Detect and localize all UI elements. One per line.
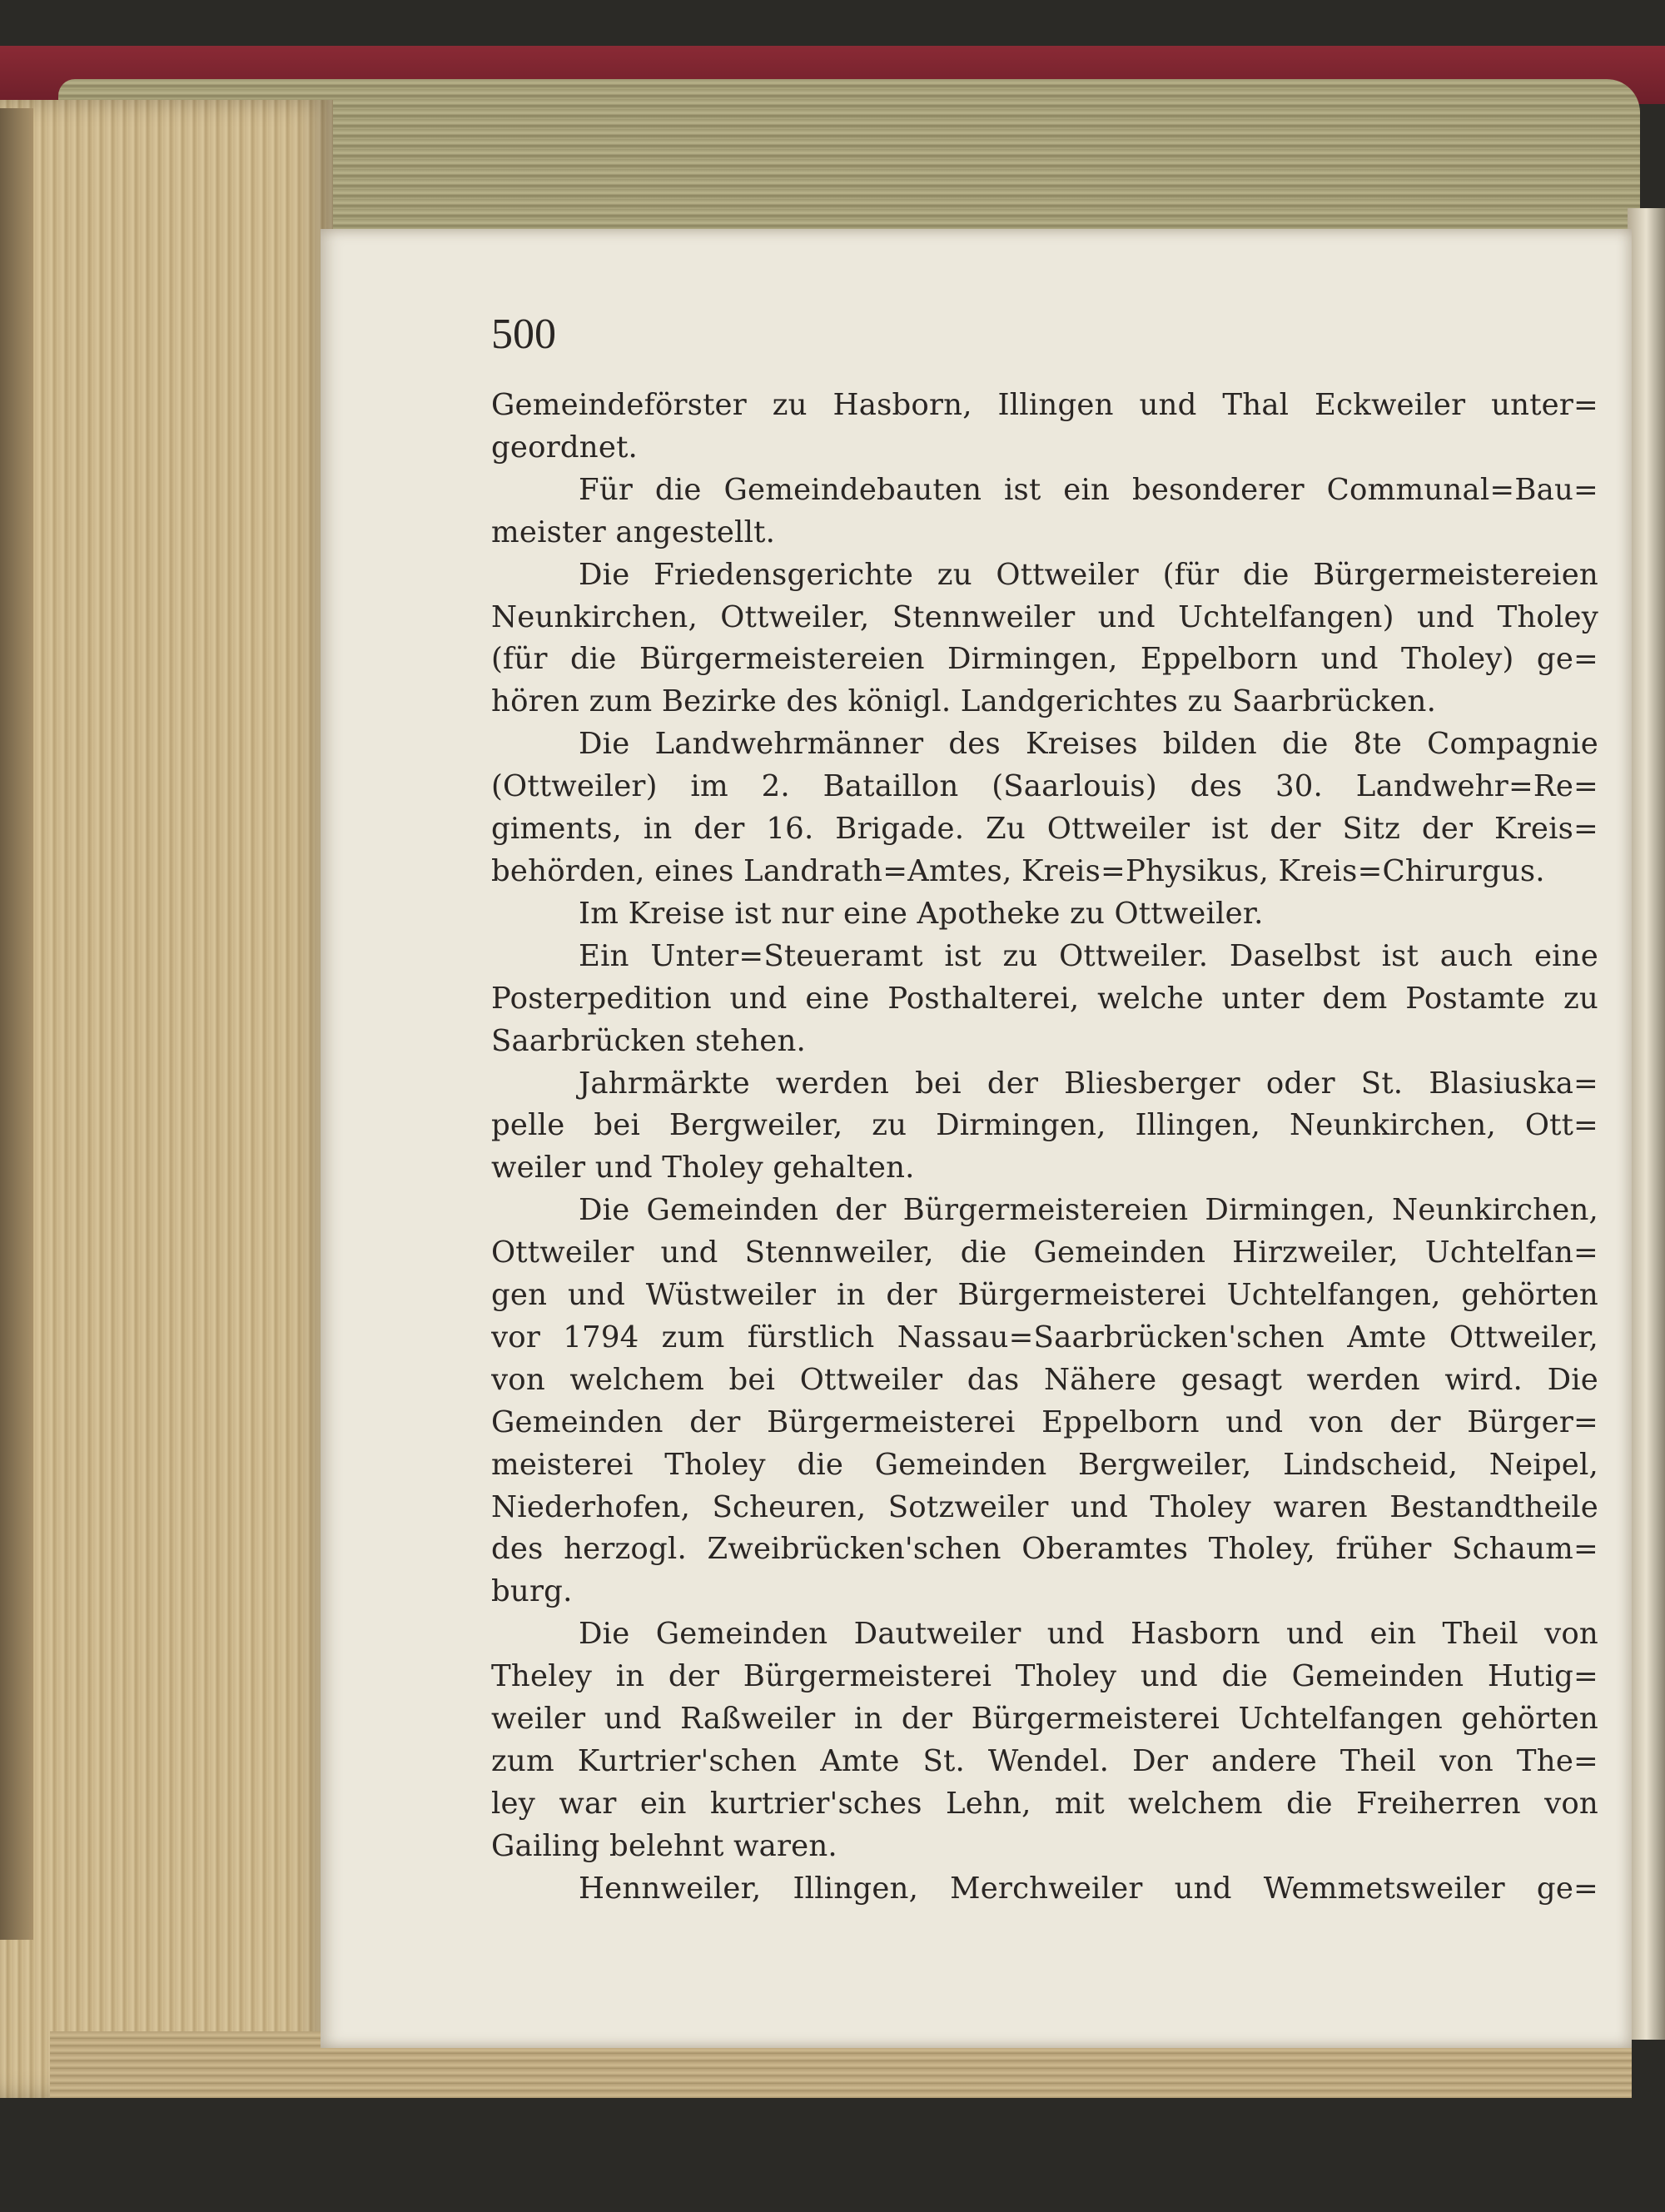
page-text [491,385,1598,1911]
text-line: Niederhofen, Scheuren, Sotzweiler und Tholey waren Bestandtheile [491,1489,1598,1524]
text-line: ley war ein kurtrier'sches Lehn, mit welchem die Freiherren von [491,1786,1598,1821]
text-line: Hennweiler, Illingen, Merchweiler und Wemmetsweiler ge= [579,1871,1598,1906]
text-line: (Ottweiler) im 2. Bataillon (Saarlouis) des 30. Landwehr=Re= [491,769,1598,804]
text-line: meister angestellt. [491,514,776,549]
text-line: Neunkirchen, Ottweiler, Stennweiler und Uchtelfangen) und Tholey [491,599,1598,634]
text-line: Die Gemeinden Dautweiler und Hasborn und ein Theil von [579,1617,1598,1652]
text-line: von welchem bei Ottweiler das Nähere gesagt werden wird. Die [491,1362,1598,1397]
text-line: Im Kreise ist nur eine Apotheke zu Ottweiler. [579,896,1264,931]
text-line: Gemeindeförster zu Hasborn, Illingen und Thal Eckweiler unter= [491,388,1598,422]
text-line: gen und Wüstweiler in der Bürgermeisterei Uchtelfangen, gehörten [491,1278,1598,1313]
text-line: Für die Gemeindebauten ist ein besonderer Communal=Bau= [579,472,1598,507]
text-line: Gemeinden der Bürgermeisterei Eppelborn und von der Bürger= [491,1404,1598,1439]
text-line: weiler und Tholey gehalten. [491,1151,915,1186]
text-line: Theley in der Bürgermeisterei Tholey und die Gemeinden Hutig= [491,1659,1598,1694]
text-line: meisterei Tholey die Gemeinden Bergweiler, Lindscheid, Neipel, [491,1447,1598,1482]
text-line: (für die Bürgermeistereien Dirmingen, Eppelborn und Tholey) ge= [491,642,1598,677]
text-line: Die Friedensgerichte zu Ottweiler (für die Bürgermeistereien [579,557,1598,592]
text-line: Ottweiler und Stennweiler, die Gemeinden Hirzweiler, Uchtelfan= [491,1235,1598,1270]
text-line: Ein Unter=Steueramt ist zu Ottweiler. Daselbst ist auch eine [579,938,1598,973]
text-line: burg. [491,1574,573,1609]
text-line: Gailing belehnt waren. [491,1828,837,1863]
text-line: des herzogl. Zweibrücken'schen Oberamtes Tholey, früher Schaum= [491,1532,1598,1567]
text-line: Jahrmärkte werden bei der Bliesberger oder St. Blasiuska= [579,1066,1598,1101]
text-line: vor 1794 zum fürstlich Nassau=Saarbrücken'schen Amte Ottweiler, [491,1320,1598,1355]
text-line: Die Landwehrmänner des Kreises bilden die 8te Compagnie [579,727,1598,762]
text-line: pelle bei Bergweiler, zu Dirmingen, Illingen, Neunkirchen, Ott= [491,1108,1598,1143]
page-number: 500 [491,311,556,358]
text-line: behörden, eines Landrath=Amtes, Kreis=Physikus, Kreis=Chirurgus. [491,853,1545,888]
text-line: geordnet. [491,430,639,465]
text-line: zum Kurtrier'schen Amte St. Wendel. Der andere Theil von The= [491,1744,1598,1778]
text-line: weiler und Raßweiler in der Bürgermeisterei Uchtelfangen gehörten [491,1702,1598,1737]
text-line: Posterpedition und eine Posthalterei, welche unter dem Postamte zu [491,981,1598,1016]
page-edge-right [1628,208,1665,2040]
text-line: Die Gemeinden der Bürgermeistereien Dirmingen, Neunkirchen, [579,1193,1598,1228]
page-edges-left [0,100,333,2098]
text-line: hören zum Bezirke des königl. Landgerichtes zu Saarbrücken. [491,684,1437,719]
text-line: Saarbrücken stehen. [491,1023,807,1058]
text-line: giments, in der 16. Brigade. Zu Ottweiler ist der Sitz der Kreis= [491,812,1598,847]
book-spine-shadow [0,108,33,1940]
